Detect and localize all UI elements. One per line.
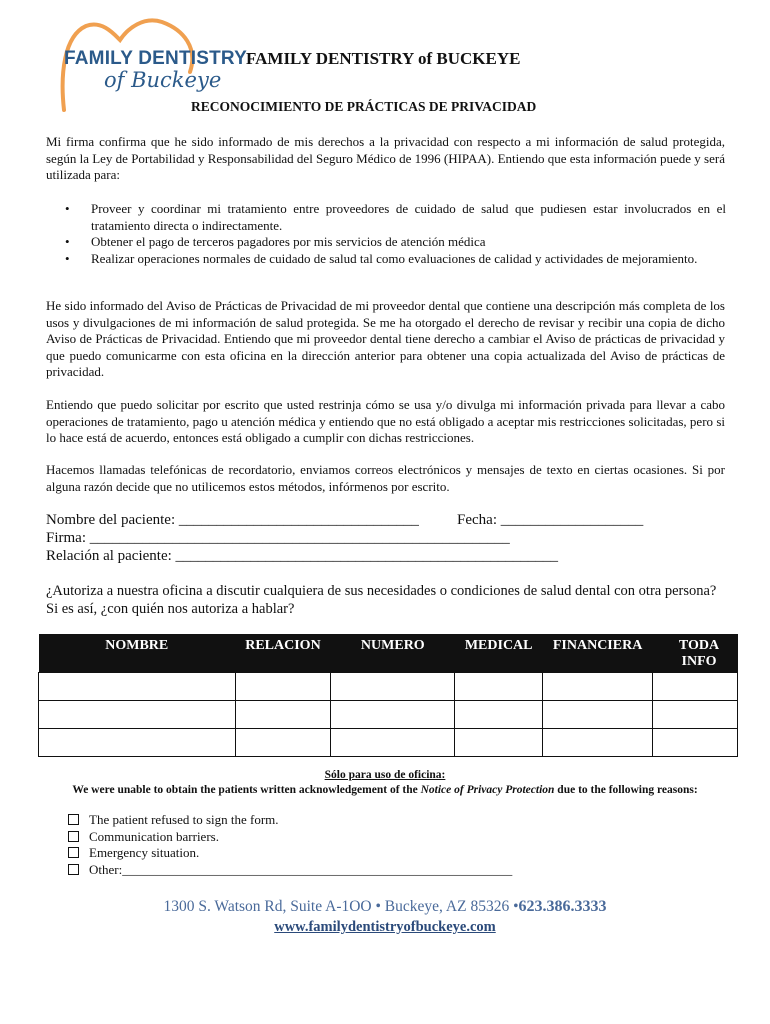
table-cell[interactable] [39, 673, 236, 701]
table-cell[interactable] [331, 673, 455, 701]
table-cell[interactable] [455, 729, 543, 757]
signature-fields [46, 511, 644, 565]
restriction-paragraph: Entiendo que puedo solicitar por escrito que usted restrinja cómo se usa y/o divulga mi información privada para llevar a cabo operaciones de tratamiento, pago u atención médica y entiendo que no está obligado a aceptar mis restricciones solicitadas, pero si lo hace está de acuerdo, entonces está obligado a cumplir con dichas restricciones. [46, 397, 725, 445]
col-header-medical: MEDICAL [455, 634, 543, 673]
table-row [39, 701, 738, 729]
page-subtitle: RECONOCIMIENTO DE PRÁCTICAS DE PRIVACIDAD [191, 99, 537, 114]
table-row [39, 729, 738, 757]
date-field[interactable]: Fecha: ___________________ [457, 512, 644, 528]
reason-option: Emergency situation. [68, 845, 512, 862]
footer-address: 1300 S. Watson Rd, Suite A-1OO • Buckeye, AZ 85326 •623.386.3333 [163, 898, 607, 915]
logo-brand-subtitle: of Buckeye [104, 68, 222, 92]
office-use-title: Sólo para uso de oficina: [324, 769, 446, 781]
privacy-notice-paragraph: He sido informado del Aviso de Prácticas de Privacidad de mi proveedor dental que contiene una descripción más completa de los usos y divulgaciones de mi información de salud protegida. Se me ha otorgado el derecho de revisar y recibir una copia de dicho Aviso de Prácticas de Privacidad. Entiendo que mi proveedor dental tiene derecho a cambiar el Aviso de prácticas de privacidad y que puedo comunicarme con esta oficina en la dirección anterior para obtener una copia actualizada del Aviso de prácticas de privacidad. [46, 298, 725, 379]
table-cell[interactable] [543, 701, 653, 729]
office-use-section [0, 768, 770, 798]
bullet-item: • Obtener el pago de terceros pagadores por mis servicios de atención médica [91, 234, 726, 251]
reminder-paragraph: Hacemos llamadas telefónicas de recordatorio, enviamos correos electrónicos y mensajes de texto en ciertas ocasiones. Si por alguna razón decide que no utilicemos estos métodos, infórmenos por escrito. [46, 462, 725, 494]
table-cell[interactable] [235, 673, 331, 701]
table-cell[interactable] [455, 701, 543, 729]
table-cell[interactable] [39, 729, 236, 757]
bullet-item: • Proveer y coordinar mi tratamiento entre proveedores de cuidado de salud que pudiesen estar involucrados en el tratamiento directa o indirectamente. [91, 201, 726, 234]
footer [0, 898, 770, 936]
reason-option: The patient refused to sign the form. [68, 812, 512, 829]
table-cell[interactable] [543, 729, 653, 757]
col-header-numero: NUMERO [331, 634, 455, 673]
table-cell[interactable] [543, 673, 653, 701]
footer-website-link[interactable]: www.familydentistryofbuckeye.com [274, 919, 496, 935]
office-use-text: We were unable to obtain the patients written acknowledgement of the Notice of Privacy Protection due to the following reasons: [72, 784, 698, 796]
relation-field[interactable]: Relación al paciente: ___________________________________________________ [46, 548, 559, 564]
table-cell[interactable] [653, 701, 738, 729]
bullet-item: • Realizar operaciones normales de cuidado de salud tal como evaluaciones de calidad y actividades de mejoramiento. [91, 251, 726, 268]
reason-option: Other:____________________________________________________________ [68, 862, 512, 879]
table-cell[interactable] [331, 701, 455, 729]
table-cell[interactable] [235, 729, 331, 757]
checkbox[interactable] [68, 831, 79, 842]
table-cell[interactable] [653, 729, 738, 757]
authorization-question: ¿Autoriza a nuestra oficina a discutir cualquiera de sus necesidades o condiciones de salud dental con otra persona? Si es así, ¿con quién nos autoriza a hablar? [46, 583, 717, 617]
table-row [39, 673, 738, 701]
patient-name-field[interactable]: Nombre del paciente: ________________________________ [46, 512, 419, 528]
table-cell[interactable] [455, 673, 543, 701]
col-header-toda-info: TODA INFO [653, 634, 738, 673]
checkbox[interactable] [68, 847, 79, 858]
col-header-relacion: RELACION [235, 634, 331, 673]
intro-paragraph: Mi firma confirma que he sido informado de mis derechos a la privacidad con respecto a mi información de salud protegida, según la Ley de Portabilidad y Responsabilidad del Seguro Médico de 1996 (HIPAA). Entiendo que esta información puede y será utilizada para: [46, 134, 725, 182]
table-cell[interactable] [331, 729, 455, 757]
authorization-table [38, 634, 738, 757]
checkbox[interactable] [68, 864, 79, 875]
logo-brand-name: FAMILY DENTISTRY [64, 48, 248, 69]
usage-bullet-list [46, 201, 726, 267]
signature-field[interactable]: Firma: ________________________________________________________ [46, 530, 510, 546]
page-title: FAMILY DENTISTRY of BUCKEYE [246, 49, 521, 68]
col-header-financiera: FINANCIERA [543, 634, 653, 673]
table-cell[interactable] [235, 701, 331, 729]
table-cell[interactable] [653, 673, 738, 701]
table-header-row [39, 634, 738, 673]
col-header-nombre: NOMBRE [39, 634, 236, 673]
checkbox[interactable] [68, 814, 79, 825]
office-reason-checklist [68, 812, 512, 878]
table-cell[interactable] [39, 701, 236, 729]
footer-phone: 623.386.3333 [518, 898, 607, 915]
reason-option: Communication barriers. [68, 829, 512, 846]
